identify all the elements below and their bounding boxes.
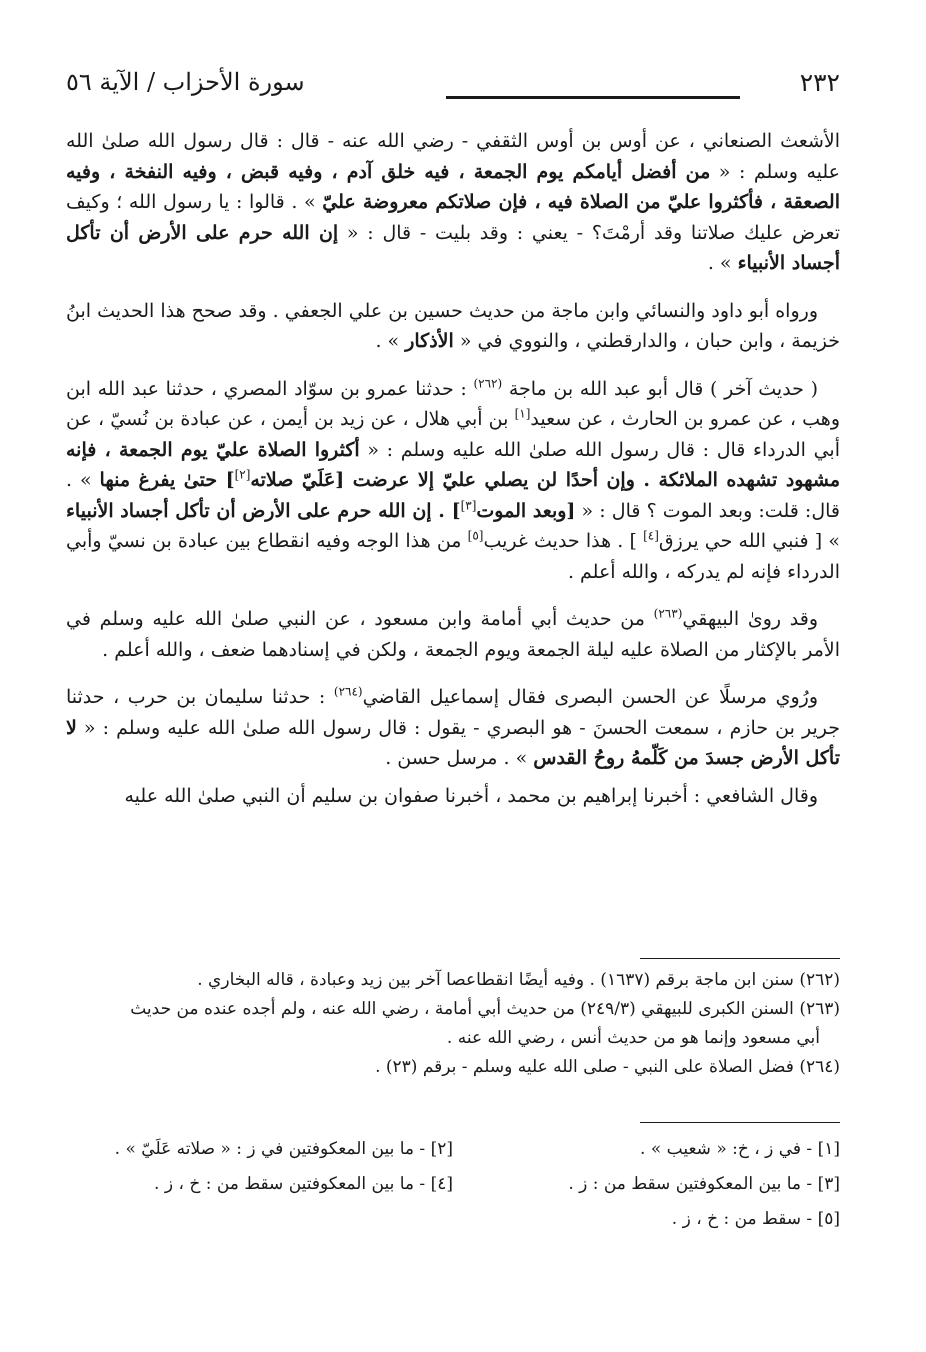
paragraph-1 [66, 126, 840, 279]
footnote-264 [66, 1053, 840, 1082]
text-span: بن أبي هلال ، عن زيد بن أيمن ، عن عبادة بن نُسيّ ، عن أبي الدرداء قال : قال رسول الله صلىٰ الله عليه وسلم : « [66, 408, 840, 461]
text-span: وقد روىٰ البيهقي [682, 608, 818, 630]
text-span: ورواه أبو داود والنسائي وابن ماجة من حديث حسين بن علي الجعفي . وقد صحح هذا الحديث ابنُ خزيمة ، وابن حبان ، والدارقطني ، والنووي في « [66, 299, 840, 352]
hadith-quote: أكثروا الصلاة عليّ يوم الجمعة ، فإنه مشهود تشهده الملائكة . وإن أحدًا لن يصلي عليّ إلا عرضت [عَلَيّ صلاته [66, 438, 840, 491]
variant-note: [٢] - ما بين المعكوفتين في ز : « صلاته عَلَيّ » . [114, 1139, 453, 1159]
page-number: ٢٣٢ [799, 68, 840, 97]
text-span: » . [375, 330, 406, 352]
variant-ref: [٥] [467, 528, 484, 543]
text-span: » . قال: قلت: وبعد الموت ؟ قال : « [66, 469, 841, 522]
hadith-quote: ] . إن الله حرم على الأرض أن تأكل أجساد الأنبياء [66, 499, 461, 522]
hadith-quote: لا تأكل الأرض جسدَ من كَلّمهُ روحُ القدس [66, 716, 840, 769]
variant-ref: [٢] [234, 467, 251, 482]
text-span: : حدثنا سليمان بن حرب ، حدثنا جرير بن حازم ، سمعت الحسنَ - هو البصري - يقول : قال رسول الله صلىٰ الله عليه وسلم : « [66, 686, 840, 739]
paragraph-3 [66, 374, 840, 588]
text-span: » . مرسل حسن . [385, 747, 534, 769]
header-rule [446, 96, 740, 99]
hadith-quote: [وبعد الموت [476, 499, 576, 522]
text-span: من حديث أبي أمامة وابن مسعود ، عن النبي صلىٰ الله عليه وسلم في الأمر بالإكثار من الصلاة عليه ليلة الجمعة ويوم الجمعة ، ولكن في إسنادهما ضعف ، والله أعلم . [66, 608, 840, 661]
variant-ref: [٣] [460, 498, 477, 513]
page-header [66, 68, 840, 112]
hadith-quote: إن الله حرم على الأرض أن تأكل أجساد الأنبياء [66, 221, 840, 274]
text-span: » [ فنبي الله حي يرزق [658, 530, 841, 552]
variant-row [66, 1132, 840, 1167]
footnote-number: (٢٦٢) [799, 970, 840, 990]
footnote-continuation: أبي مسعود وإنما هو من حديث أنس ، رضي الله عنه . [446, 1028, 820, 1048]
footnote-separator [640, 958, 840, 959]
footnote-number: (٢٦٤) [799, 1057, 840, 1077]
footnote-263 [66, 995, 840, 1053]
variant-row [66, 1167, 840, 1202]
text-span: » . قالوا : يا رسول الله ؛ وكيف تعرض عليك صلاتنا وقد أرمْتَ؟ - يعني : وقد بليت - قال : « [66, 191, 840, 244]
text-span: : حدثنا عمرو بن سوّاد المصري ، حدثنا عبد الله ابن وهب ، عن عمرو بن الحارث ، عن سعيد [66, 377, 840, 430]
text-span: ورُوي مرسلًا عن الحسن البصرى فقال إسماعيل القاضي [362, 686, 818, 708]
text-span: » . [707, 252, 738, 274]
footnote-262 [66, 966, 840, 995]
variant-ref: [٤] [643, 528, 659, 543]
footnote-ref: (٢٦٢) [473, 376, 503, 391]
hadith-quote: ] حتىٰ يفرغ منها [99, 469, 235, 491]
variant-note: [٥] - سقط من : خ ، ز . [671, 1209, 840, 1229]
hadith-quote: من أفضل أيامكم يوم الجمعة ، فيه خلق آدم ، وفيه قبض ، وفيه النفخة ، وفيه الصعقة ، فأكثروا عليّ من الصلاة فيه ، فإن صلاتكم معروضة عليّ [66, 160, 840, 213]
text-span: الأشعث الصنعاني ، عن أوس بن أوس الثقفي - رضي الله عنه - قال : قال رسول الله صلىٰ الله عليه وسلم : « [66, 130, 840, 183]
paragraph-5 [66, 682, 840, 774]
text-span: ( حديث آخر ) قال أبو عبد الله بن ماجة [502, 377, 818, 400]
variant-note: [٣] - ما بين المعكوفتين سقط من : ز . [568, 1174, 840, 1194]
footnote-text: سنن ابن ماجة برقم (١٦٣٧) . وفيه أيضًا انقطاعصا آخر بين زيد وعبادة ، قاله البخاري . [197, 970, 800, 990]
text-span: ] . هذا حديث غريب [483, 530, 644, 552]
book-title: الأذكار [405, 330, 454, 352]
variants-separator [640, 1122, 840, 1123]
running-title: سورة الأحزاب / الآية ٥٦ [66, 68, 305, 96]
text-span: من هذا الوجه وفيه انقطاع بين عبادة بن نسيّ وأبي الدرداء فإنه لم يدركه ، والله أعلم . [66, 530, 840, 583]
footnote-number: (٢٦٣) [799, 999, 840, 1019]
footnote-ref: (٢٦٣) [653, 606, 683, 621]
paragraph-2 [66, 296, 840, 357]
variant-row [66, 1202, 840, 1237]
footnote-ref: (٢٦٤) [333, 684, 363, 699]
main-text [66, 126, 840, 828]
variant-note [66, 1202, 453, 1237]
variant-note: [٤] - ما بين المعكوفتين سقط من : خ ، ز . [154, 1174, 453, 1194]
paragraph-6: وقال الشافعي : أخبرنا إبراهيم بن محمد ، أخبرنا صفوان بن سليم أن النبي صلىٰ الله عليه [124, 784, 818, 807]
footnote-text: السنن الكبرى للبيهقي (٢٤٩/٣) من حديث أبي أمامة ، رضي الله عنه ، ولم أجده عنده من حديث [130, 999, 800, 1019]
footnotes [66, 966, 840, 1082]
paragraph-4 [66, 604, 840, 665]
variant-ref: [١] [514, 406, 531, 421]
footnote-text: فضل الصلاة على النبي - صلى الله عليه وسلم - برقم (٢٣) . [375, 1057, 800, 1077]
manuscript-variants [66, 1132, 840, 1237]
variant-note: [١] - في ز ، خ: « شعيب » . [640, 1139, 840, 1159]
